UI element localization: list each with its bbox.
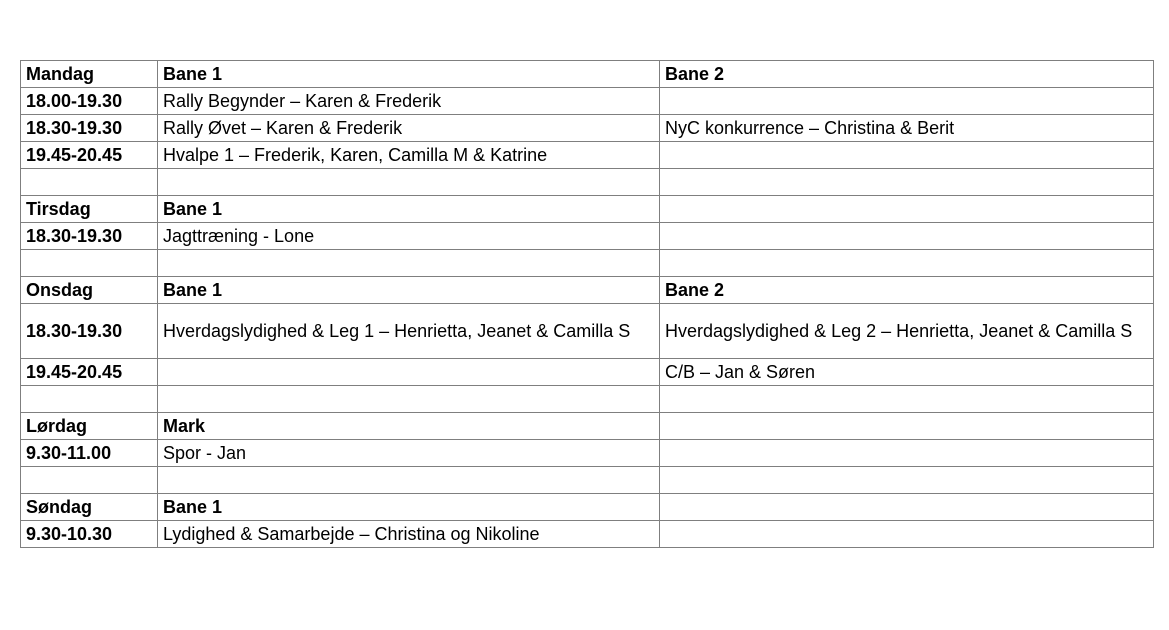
day-cell: Lørdag [21,413,158,440]
bane1-cell: Rally Øvet – Karen & Frederik [158,115,660,142]
bane1-cell: Lydighed & Samarbejde – Christina og Nikoline [158,521,660,548]
bane2-cell [660,196,1154,223]
day-cell: Mandag [21,61,158,88]
bane1-cell [158,169,660,196]
bane2-cell [660,440,1154,467]
bane1-cell: Bane 1 [158,277,660,304]
bane2-cell [660,467,1154,494]
time-cell [21,386,158,413]
time-cell: 18.30-19.30 [21,115,158,142]
table-row-empty [21,169,1154,196]
bane2-cell [660,386,1154,413]
bane1-cell: Mark [158,413,660,440]
bane1-cell: Hvalpe 1 – Frederik, Karen, Camilla M & Katrine [158,142,660,169]
time-cell [21,169,158,196]
time-cell [21,467,158,494]
table-row [21,142,1154,169]
bane2-cell [660,169,1154,196]
bane1-cell [158,386,660,413]
table-row [21,196,1154,223]
bane1-cell: Spor - Jan [158,440,660,467]
bane2-cell [660,88,1154,115]
bane1-cell [158,250,660,277]
bane2-cell [660,494,1154,521]
bane1-cell: Rally Begynder – Karen & Frederik [158,88,660,115]
bane1-cell [158,359,660,386]
day-cell: Onsdag [21,277,158,304]
time-cell: 9.30-10.30 [21,521,158,548]
table-row [21,61,1154,88]
table-row [21,413,1154,440]
table-row-empty [21,386,1154,413]
time-cell: 18.30-19.30 [21,304,158,359]
bane2-cell [660,223,1154,250]
bane2-cell [660,413,1154,440]
table-row [21,223,1154,250]
table-row [21,494,1154,521]
day-cell: Søndag [21,494,158,521]
day-cell: Tirsdag [21,196,158,223]
table-row [21,440,1154,467]
bane1-cell: Bane 1 [158,494,660,521]
table-row-empty [21,467,1154,494]
table-row [21,115,1154,142]
bane2-cell [660,521,1154,548]
bane1-cell [158,467,660,494]
bane2-cell: Bane 2 [660,61,1154,88]
time-cell: 9.30-11.00 [21,440,158,467]
bane2-cell: Hverdagslydighed & Leg 2 – Henrietta, Jeanet & Camilla S [660,304,1154,359]
table-row [21,88,1154,115]
time-cell: 19.45-20.45 [21,142,158,169]
schedule-table [20,60,1154,548]
table-row [21,277,1154,304]
bane2-cell: Bane 2 [660,277,1154,304]
table-row-empty [21,250,1154,277]
bane2-cell: NyC konkurrence – Christina & Berit [660,115,1154,142]
table-row [21,304,1154,359]
table-row [21,521,1154,548]
bane1-cell: Bane 1 [158,61,660,88]
bane2-cell [660,250,1154,277]
time-cell: 18.00-19.30 [21,88,158,115]
table-row [21,359,1154,386]
bane2-cell: C/B – Jan & Søren [660,359,1154,386]
bane2-cell [660,142,1154,169]
time-cell [21,250,158,277]
time-cell: 18.30-19.30 [21,223,158,250]
time-cell: 19.45-20.45 [21,359,158,386]
bane1-cell: Jagttræning - Lone [158,223,660,250]
bane1-cell: Bane 1 [158,196,660,223]
bane1-cell: Hverdagslydighed & Leg 1 – Henrietta, Jeanet & Camilla S [158,304,660,359]
